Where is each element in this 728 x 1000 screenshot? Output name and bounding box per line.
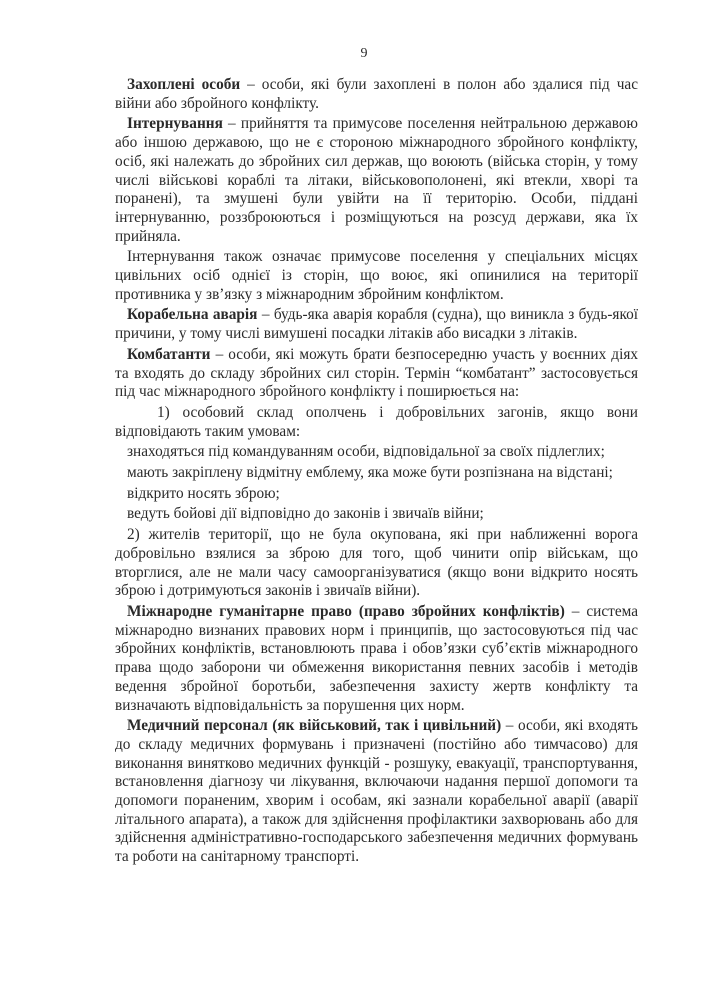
list-condition: мають закріплену відмітну емблему, яка може бути розпізнана на відстані;	[127, 464, 613, 482]
paragraph-mizhnarodne-humanitarne-pravo	[115, 603, 638, 715]
definition-text: – особи, які були захоплені в полон або здалися під час війни або збройного конфлікту.	[115, 76, 638, 112]
term: Корабельна аварія	[127, 306, 258, 324]
page-content	[115, 76, 638, 869]
paragraph-zakhopleni-osoby	[115, 76, 638, 113]
list-item: 1) особовий склад ополчень і добровільних загонів, якщо вони відповідають таким умовам:	[115, 403, 638, 440]
term: Міжнародне гуманітарне право (право збройних конфліктів)	[127, 602, 565, 620]
list-condition: ведуть бойові дії відповідно до законів і звичаїв війни;	[127, 505, 484, 523]
definition-text: – особи, які входять до складу медичних формувань і призначені (постійно або тимчасово) для виконання винятково медичних функцій - розшуку, евакуації, транспортування, встановлення діагнозу чи лікування, включаючи надання першої допомоги та допомоги пораненим, хворим і особам, які зазнали корабельної аварії (аварії літального апарата), а також для здійснення профілактики захворювань або для здійснення адміністративно-господарського забезпечення медичних формувань та роботи на санітарному транспорті.	[115, 717, 638, 866]
definition-text: – система міжнародно визнаних правових норм і принципів, що застосовуються під час збройних конфліктів, встановлюють права і обов’язки суб’єктів міжнародного права щодо заборони чи обмеження використання певних засобів і методів ведення збройної боротьби, забезпечення захисту жертв конфлікту та визначають відповідальність за порушення цих норм.	[115, 602, 639, 714]
list-item: 2) жителів території, що не була окупована, які при наближенні ворога добровільно взялися за зброю для того, щоб чинити опір військам, що вторглися, але не мали часу самоорганізуватися (якщо вони відкрито носять зброю і дотримуються законів і звичаїв війни).	[115, 526, 638, 600]
definition-text: – будь-яка аварія корабля (судна), що виникла з будь-якої причини, у тому числі вимушені посадки літаків або висадки з літаків.	[115, 306, 639, 343]
paragraph-medychnyi-personal	[115, 717, 638, 867]
term: Медичний персонал (як військовий, так і цивільний)	[127, 717, 502, 735]
definition-text: – прийняття та примусове поселення нейтральною державою або іншою державою, що не є стороною міжнародного збройного конфлікту, осіб, які належать до збройних сил держав, що воюють (війська сторін, у тому числі військові кораблі та літаки, військовополонені, які втекли, хворі та поранені), та змушені були увійти на її територію. Особи, піддані інтернуванню, роззброюються і розміщуються на розсуд держави, яка їх прийняла.	[115, 115, 638, 245]
term: Інтернування	[127, 115, 223, 133]
term: Захоплені особи	[127, 76, 241, 93]
paragraph-kombatanty	[115, 346, 638, 402]
paragraph-text: Інтернування також означає примусове поселення у спеціальних місцях цивільних осіб однієї із сторін, що воює, які опинилися на території противника у зв’язку з міжнародним збройним конфліктом.	[115, 248, 638, 303]
paragraph-korabelna-avariia	[115, 306, 638, 343]
list-condition: знаходяться під командуванням особи, відповідальної за своїх підлеглих;	[127, 443, 605, 461]
paragraph-internuvannia	[115, 115, 638, 246]
page-number: 9	[360, 46, 368, 61]
definition-text: – особи, які можуть брати безпосередню участь у воєнних діях та входять до складу збройних сил сторін. Термін “комбатант” застосовується під час міжнародного збройного конфлікту і поширюється на:	[115, 345, 638, 401]
term: Комбатанти	[127, 345, 211, 363]
list-condition: відкрито носять зброю;	[127, 484, 280, 502]
